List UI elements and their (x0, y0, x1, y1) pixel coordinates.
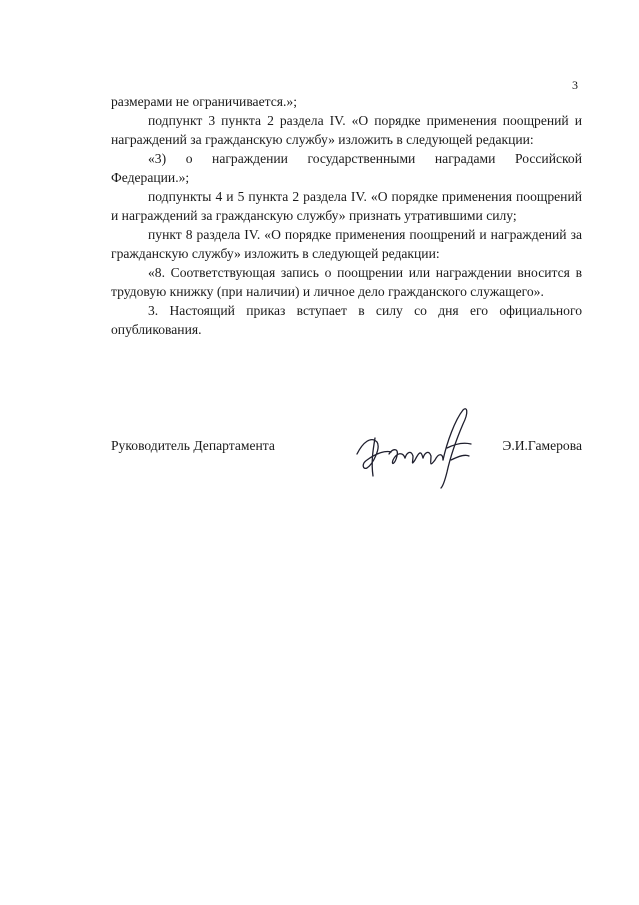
paragraph-quoted-item-8: «8. Соответствующая запись о поощрении или награждении вносится в трудовую книжку (при наличии) и личное дело гражданского служащего». (111, 265, 582, 299)
page-number: 3 (572, 78, 578, 92)
document-body (111, 92, 582, 339)
paragraph-quoted-subitem-3: «3) о награждении государственными наградами Российской Федерации.»; (111, 151, 582, 185)
paragraph-continuation: размерами не ограничивается.»; (111, 94, 297, 109)
paragraph-item-8: пункт 8 раздела IV. «О порядке применения поощрений и награждений за гражданскую службу» изложить в следующей редакции: (111, 227, 582, 261)
handwritten-signature (351, 402, 481, 492)
signer-name: Э.И.Гамерова (502, 438, 582, 453)
signature-block (111, 402, 582, 492)
signer-position: Руководитель Департамента (111, 438, 275, 453)
paragraph-subitems-4-5: подпункты 4 и 5 пункта 2 раздела IV. «О порядке применения поощрений и награждений за гражданскую службу» признать утратившими силу; (111, 189, 582, 223)
paragraph-subitem-3: подпункт 3 пункта 2 раздела IV. «О порядке применения поощрений и награждений за гражданскую службу» изложить в следующей редакции: (111, 113, 582, 147)
paragraph-effective-date: 3. Настоящий приказ вступает в силу со дня его официального опубликования. (111, 303, 582, 337)
